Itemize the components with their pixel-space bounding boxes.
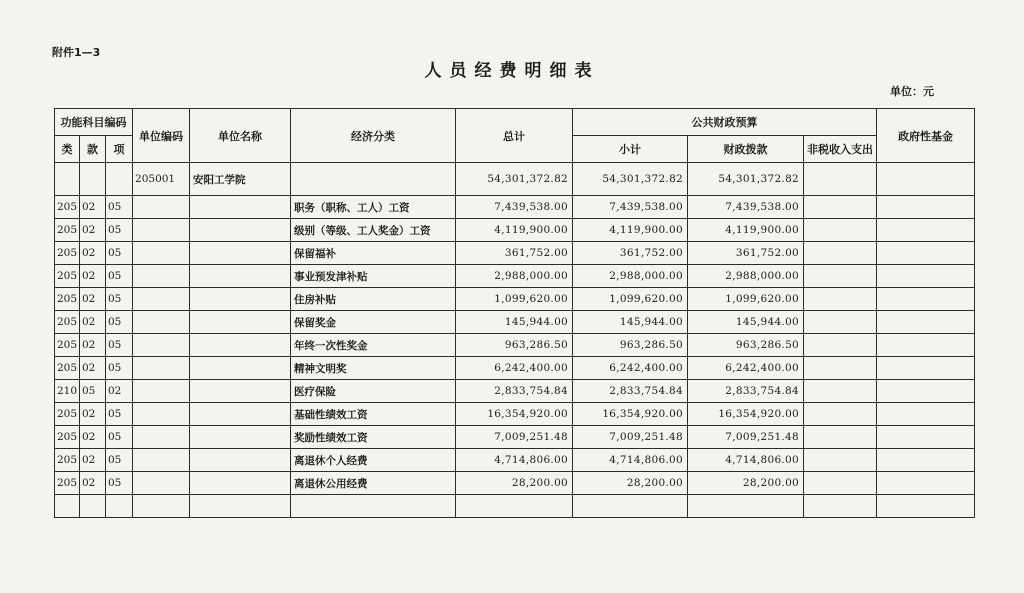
subtotal-cell: 361,752.00 <box>573 242 688 265</box>
econ-class-cell: 奖励性绩效工资 <box>291 426 456 449</box>
kuan-cell: 05 <box>80 380 106 403</box>
xiang-cell: 05 <box>106 311 133 334</box>
xiang-cell: 02 <box>106 380 133 403</box>
org-name-cell <box>190 311 291 334</box>
kuan-cell: 02 <box>80 357 106 380</box>
gov-fund-cell <box>877 242 975 265</box>
xiang-cell: 05 <box>106 449 133 472</box>
fiscal-cell: 28,200.00 <box>688 472 804 495</box>
subtotal-cell: 16,354,920.00 <box>573 403 688 426</box>
org-code-cell <box>133 472 190 495</box>
lei-cell: 205 <box>55 357 80 380</box>
econ-class-cell: 精神文明奖 <box>291 357 456 380</box>
org-name-cell <box>190 380 291 403</box>
xiang-cell: 05 <box>106 242 133 265</box>
xiang-cell: 05 <box>106 288 133 311</box>
gov-fund-cell <box>877 403 975 426</box>
kuan-cell: 02 <box>80 472 106 495</box>
total-cell: 4,714,806.00 <box>456 449 573 472</box>
subtotal-cell: 7,439,538.00 <box>573 196 688 219</box>
lei-cell: 205 <box>55 288 80 311</box>
subtotal-cell: 6,242,400.00 <box>573 357 688 380</box>
kuan-cell: 02 <box>80 311 106 334</box>
unit-label: 单位：元 <box>890 85 934 98</box>
subtotal-cell: 2,833,754.84 <box>573 380 688 403</box>
nontax-cell <box>804 426 877 449</box>
total-cell: 2,833,754.84 <box>456 380 573 403</box>
nontax-cell <box>804 357 877 380</box>
nontax-cell <box>804 265 877 288</box>
table-row <box>55 357 975 380</box>
total-cell: 7,439,538.00 <box>456 196 573 219</box>
fiscal-cell: 361,752.00 <box>688 242 804 265</box>
xiang-cell: 05 <box>106 357 133 380</box>
org-code-cell <box>133 403 190 426</box>
nontax-cell <box>804 334 877 357</box>
org-name-cell <box>190 426 291 449</box>
header-public-budget: 公共财政预算 <box>573 109 877 136</box>
table-row <box>55 288 975 311</box>
subtotal-cell: 145,944.00 <box>573 311 688 334</box>
total-cell: 16,354,920.00 <box>456 403 573 426</box>
table-row <box>55 311 975 334</box>
lei-cell: 205 <box>55 334 80 357</box>
xiang-cell: 05 <box>106 403 133 426</box>
total-cell: 145,944.00 <box>456 311 573 334</box>
econ-class-cell: 年终一次性奖金 <box>291 334 456 357</box>
lei-cell: 205 <box>55 265 80 288</box>
econ-class-cell: 级别（等级、工人奖金）工资 <box>291 219 456 242</box>
empty-row <box>55 495 975 518</box>
lei-cell: 205 <box>55 426 80 449</box>
table-row <box>55 426 975 449</box>
econ-class-cell: 住房补贴 <box>291 288 456 311</box>
org-code-cell <box>133 357 190 380</box>
nontax-cell <box>804 380 877 403</box>
kuan-cell: 02 <box>80 265 106 288</box>
lei-cell: 205 <box>55 403 80 426</box>
lei-cell: 205 <box>55 242 80 265</box>
subtotal-cell: 7,009,251.48 <box>573 426 688 449</box>
kuan-cell: 02 <box>80 219 106 242</box>
summary-org-name: 安阳工学院 <box>190 163 291 196</box>
gov-fund-cell <box>877 265 975 288</box>
table-row <box>55 380 975 403</box>
lei-cell: 205 <box>55 196 80 219</box>
org-name-cell <box>190 196 291 219</box>
org-name-cell <box>190 265 291 288</box>
gov-fund-cell <box>877 288 975 311</box>
nontax-cell <box>804 472 877 495</box>
subtotal-cell: 1,099,620.00 <box>573 288 688 311</box>
xiang-cell: 05 <box>106 219 133 242</box>
table-row <box>55 334 975 357</box>
fiscal-cell: 963,286.50 <box>688 334 804 357</box>
fiscal-cell: 4,714,806.00 <box>688 449 804 472</box>
org-code-cell <box>133 311 190 334</box>
gov-fund-cell <box>877 334 975 357</box>
lei-cell: 205 <box>55 311 80 334</box>
total-cell: 361,752.00 <box>456 242 573 265</box>
fiscal-cell: 7,009,251.48 <box>688 426 804 449</box>
header-total: 总计 <box>456 109 573 163</box>
fiscal-cell: 7,439,538.00 <box>688 196 804 219</box>
fiscal-cell: 1,099,620.00 <box>688 288 804 311</box>
econ-class-cell: 基础性绩效工资 <box>291 403 456 426</box>
nontax-cell <box>804 311 877 334</box>
lei-cell: 205 <box>55 219 80 242</box>
gov-fund-cell <box>877 219 975 242</box>
summary-subtotal: 54,301,372.82 <box>573 163 688 196</box>
kuan-cell: 02 <box>80 426 106 449</box>
table-row <box>55 403 975 426</box>
econ-class-cell: 保留奖金 <box>291 311 456 334</box>
gov-fund-cell <box>877 357 975 380</box>
header-nontax: 非税收入支出 <box>804 136 877 163</box>
gov-fund-cell <box>877 472 975 495</box>
total-cell: 1,099,620.00 <box>456 288 573 311</box>
kuan-cell: 02 <box>80 449 106 472</box>
total-cell: 4,119,900.00 <box>456 219 573 242</box>
xiang-cell: 05 <box>106 196 133 219</box>
nontax-cell <box>804 242 877 265</box>
org-name-cell <box>190 242 291 265</box>
nontax-cell <box>804 196 877 219</box>
table-row <box>55 449 975 472</box>
econ-class-cell: 保留福补 <box>291 242 456 265</box>
xiang-cell: 05 <box>106 334 133 357</box>
kuan-cell: 02 <box>80 242 106 265</box>
kuan-cell: 02 <box>80 288 106 311</box>
header-subtotal: 小计 <box>573 136 688 163</box>
detail-rows <box>55 196 975 495</box>
table-row <box>55 265 975 288</box>
header-func-code: 功能科目编码 <box>55 109 133 136</box>
xiang-cell: 05 <box>106 265 133 288</box>
page-title: 人员经费明细表 <box>424 61 600 81</box>
gov-fund-cell <box>877 380 975 403</box>
kuan-cell: 02 <box>80 196 106 219</box>
org-name-cell <box>190 449 291 472</box>
subtotal-cell: 4,119,900.00 <box>573 219 688 242</box>
header-fiscal-alloc: 财政拨款 <box>688 136 804 163</box>
summary-org-code: 205001 <box>133 163 190 196</box>
gov-fund-cell <box>877 196 975 219</box>
total-cell: 6,242,400.00 <box>456 357 573 380</box>
org-code-cell <box>133 380 190 403</box>
econ-class-cell: 职务（职称、工人）工资 <box>291 196 456 219</box>
subtotal-cell: 4,714,806.00 <box>573 449 688 472</box>
org-name-cell <box>190 288 291 311</box>
summary-fiscal: 54,301,372.82 <box>688 163 804 196</box>
org-code-cell <box>133 219 190 242</box>
xiang-cell: 05 <box>106 426 133 449</box>
econ-class-cell: 离退休公用经费 <box>291 472 456 495</box>
kuan-cell: 02 <box>80 403 106 426</box>
org-code-cell <box>133 196 190 219</box>
fiscal-cell: 2,988,000.00 <box>688 265 804 288</box>
lei-cell: 205 <box>55 449 80 472</box>
org-code-cell <box>133 449 190 472</box>
header-kuan: 款 <box>80 136 106 163</box>
nontax-cell <box>804 449 877 472</box>
org-code-cell <box>133 265 190 288</box>
table-row <box>55 242 975 265</box>
org-name-cell <box>190 357 291 380</box>
gov-fund-cell <box>877 449 975 472</box>
subtotal-cell: 2,988,000.00 <box>573 265 688 288</box>
header-xiang: 项 <box>106 136 133 163</box>
expense-table <box>54 108 975 518</box>
total-cell: 963,286.50 <box>456 334 573 357</box>
table-row <box>55 472 975 495</box>
header-org-name: 单位名称 <box>190 109 291 163</box>
fiscal-cell: 4,119,900.00 <box>688 219 804 242</box>
attachment-label: 附件1—3 <box>52 46 101 59</box>
subtotal-cell: 963,286.50 <box>573 334 688 357</box>
header-org-code: 单位编码 <box>133 109 190 163</box>
org-name-cell <box>190 219 291 242</box>
org-name-cell <box>190 403 291 426</box>
nontax-cell <box>804 288 877 311</box>
org-name-cell <box>190 472 291 495</box>
fiscal-cell: 6,242,400.00 <box>688 357 804 380</box>
fiscal-cell: 2,833,754.84 <box>688 380 804 403</box>
org-code-cell <box>133 426 190 449</box>
subtotal-cell: 28,200.00 <box>573 472 688 495</box>
nontax-cell <box>804 219 877 242</box>
summary-row <box>55 163 975 196</box>
lei-cell: 210 <box>55 380 80 403</box>
gov-fund-cell <box>877 311 975 334</box>
kuan-cell: 02 <box>80 334 106 357</box>
summary-total: 54,301,372.82 <box>456 163 573 196</box>
econ-class-cell: 离退休个人经费 <box>291 449 456 472</box>
nontax-cell <box>804 403 877 426</box>
header-econ-class: 经济分类 <box>291 109 456 163</box>
econ-class-cell: 事业预发津补贴 <box>291 265 456 288</box>
total-cell: 2,988,000.00 <box>456 265 573 288</box>
econ-class-cell: 医疗保险 <box>291 380 456 403</box>
table-row <box>55 196 975 219</box>
org-name-cell <box>190 334 291 357</box>
total-cell: 28,200.00 <box>456 472 573 495</box>
lei-cell: 205 <box>55 472 80 495</box>
org-code-cell <box>133 242 190 265</box>
org-code-cell <box>133 288 190 311</box>
fiscal-cell: 16,354,920.00 <box>688 403 804 426</box>
total-cell: 7,009,251.48 <box>456 426 573 449</box>
xiang-cell: 05 <box>106 472 133 495</box>
gov-fund-cell <box>877 426 975 449</box>
fiscal-cell: 145,944.00 <box>688 311 804 334</box>
header-lei: 类 <box>55 136 80 163</box>
header-gov-fund: 政府性基金 <box>877 109 975 163</box>
table-row <box>55 219 975 242</box>
org-code-cell <box>133 334 190 357</box>
